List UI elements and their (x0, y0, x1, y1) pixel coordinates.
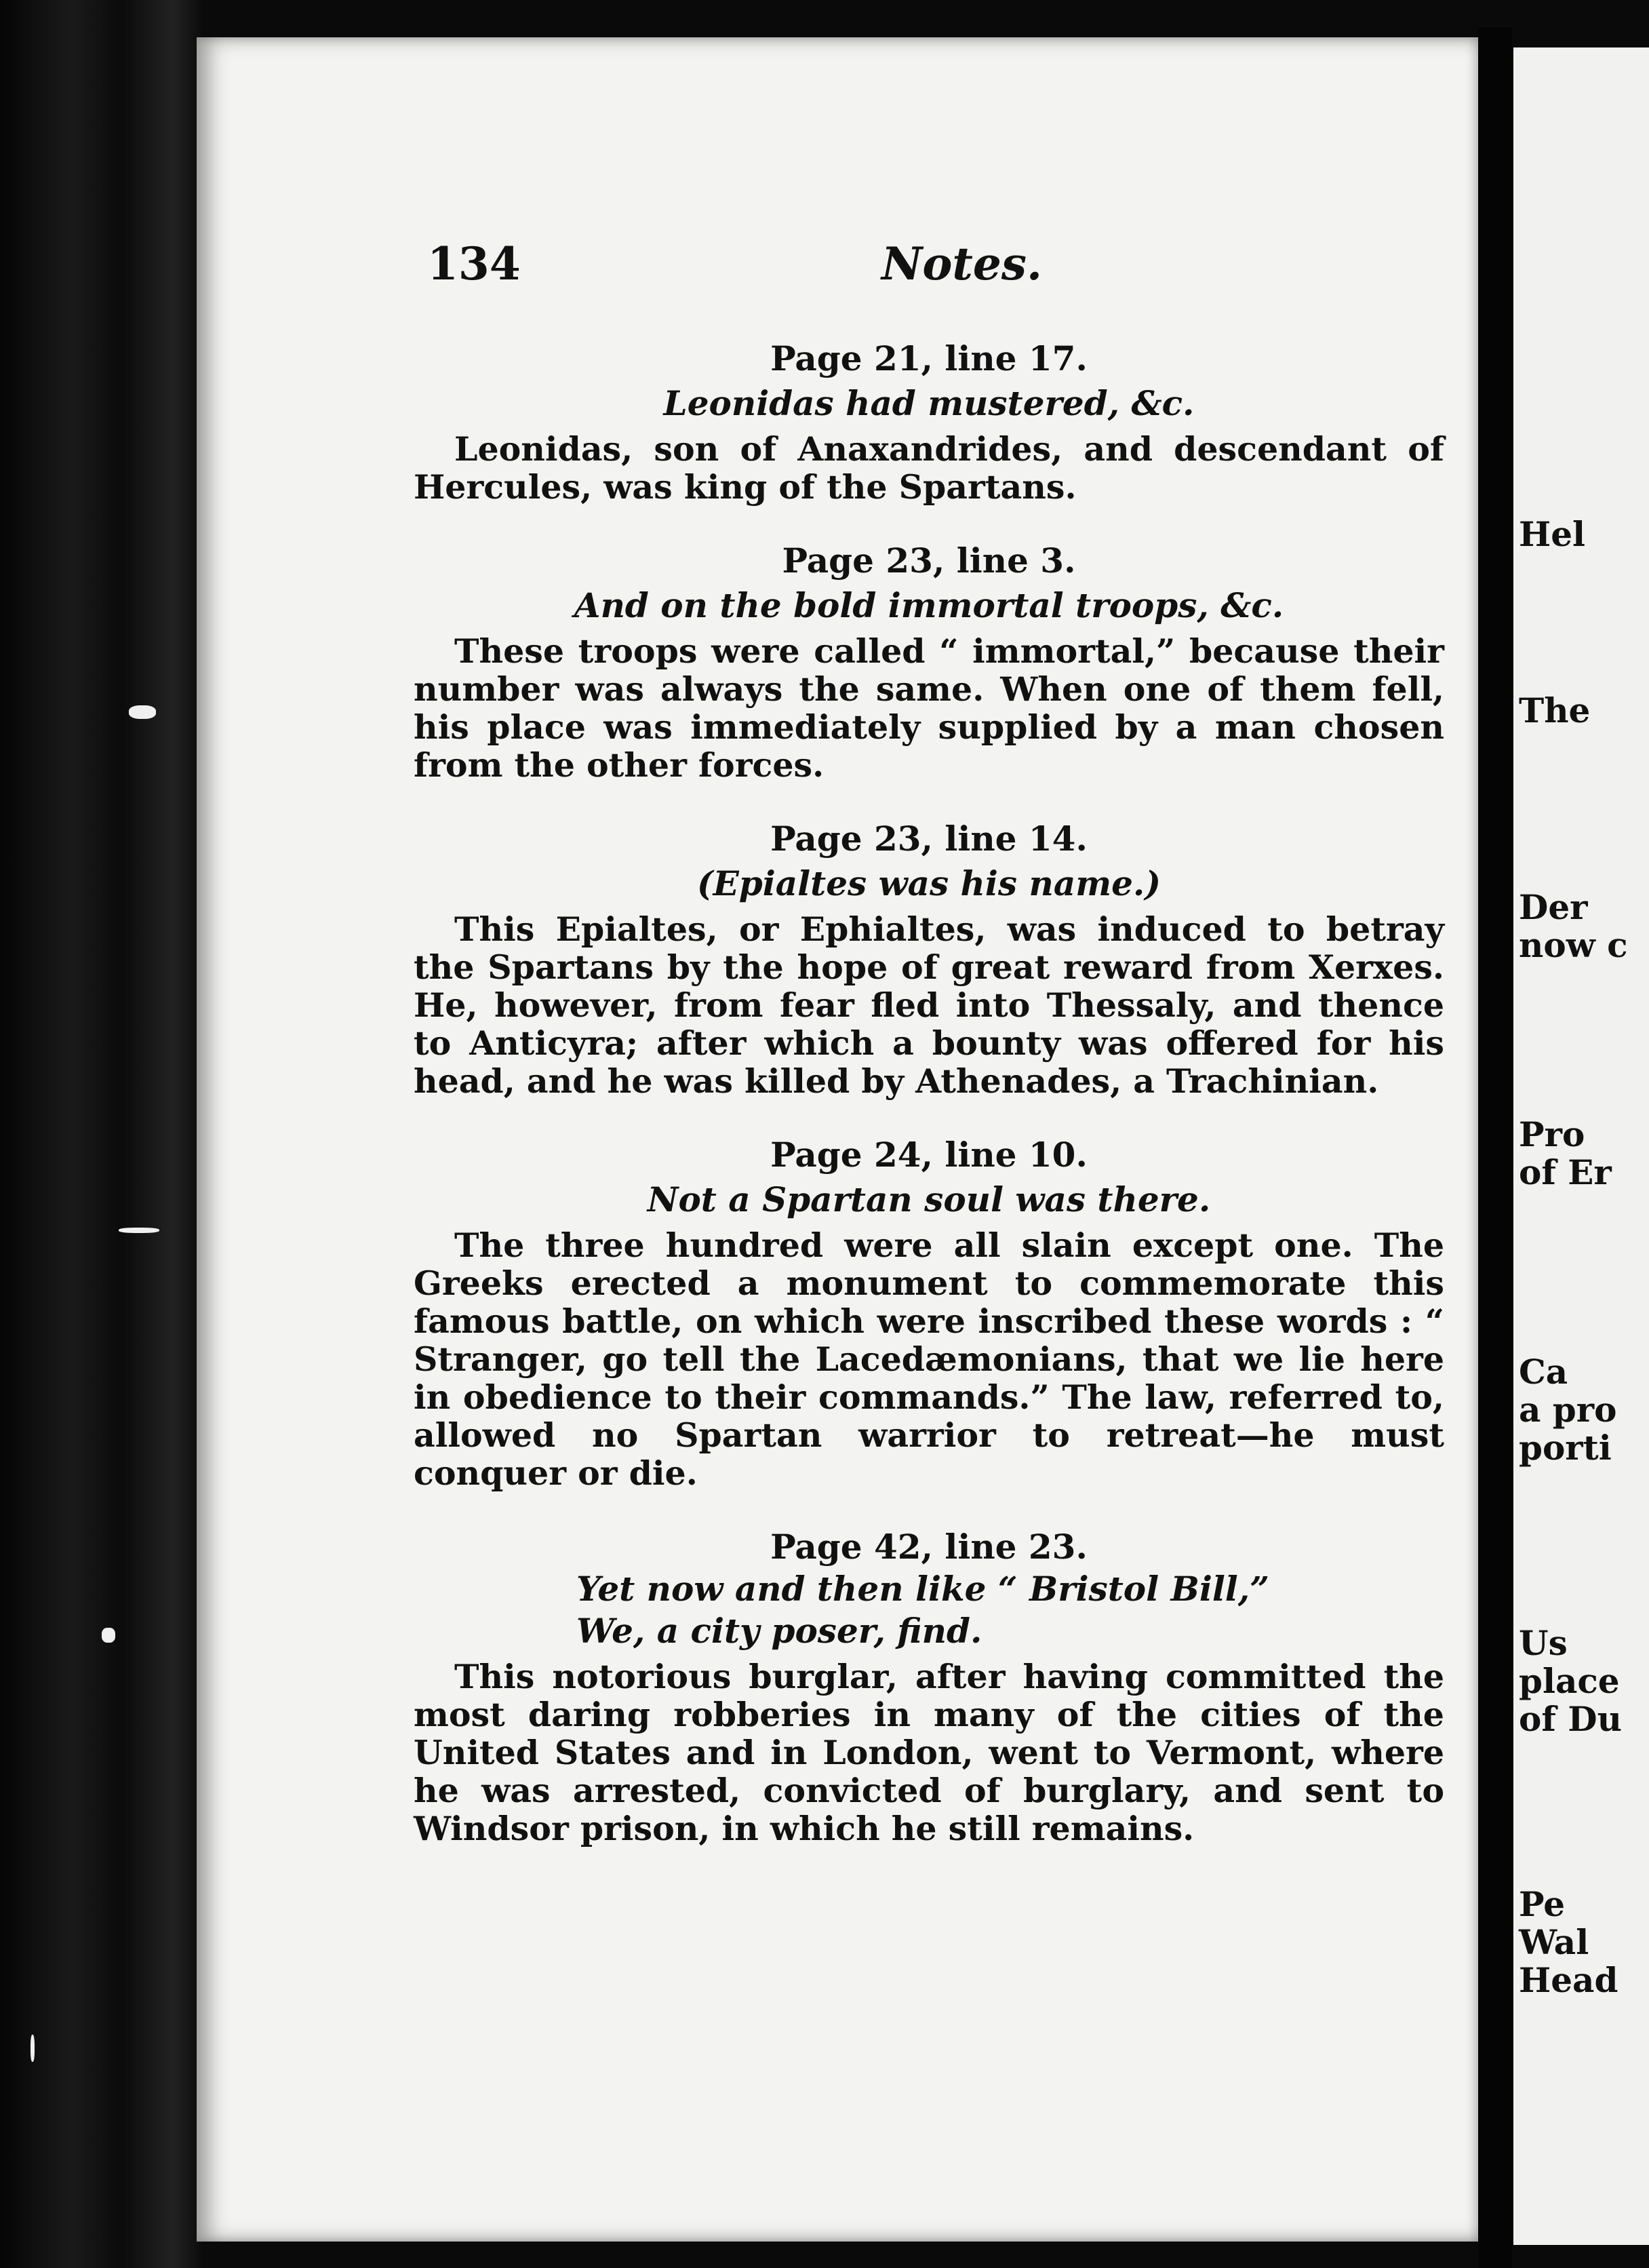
facing-line: Us (1519, 1623, 1568, 1663)
facing-line: Head (1519, 1960, 1618, 2000)
note-text: This notorious burglar, after having committed the most daring robberies in many of the cities of the United States and in London, went to Vermont, where he was arrested, convicted of burglary, and sent to Windsor prison, in which he still remains. (414, 1657, 1444, 1848)
notes-body (414, 339, 1444, 1847)
note-lemma: And on the bold immortal troops, &c. (574, 585, 1284, 625)
note-reference: Page 21, line 17. (770, 338, 1088, 378)
note-reference: Page 24, line 10. (770, 1135, 1088, 1175)
scan-speck (129, 705, 156, 719)
facing-page-fragment (1513, 47, 1649, 2245)
note-lemma: Leonidas had mustered, &c. (663, 383, 1195, 423)
scan-speck (119, 1228, 159, 1233)
note-text: The three hundred were all slain except one. The Greeks erected a monument to commemorate this famous battle, on which were inscribed these words : “ Stranger, go tell the Lacedæmonians, that we lie here in obedience to their commands.” The law, referred to, allowed no Spartan warrior to retreat—he must conquer or die. (414, 1226, 1444, 1493)
page-header (427, 237, 1437, 292)
facing-line: place (1519, 1661, 1620, 1701)
note-text: These troops were called “ immortal,” because their number was always the same. When one of them fell, his place was immediately supplied by a man chosen from the other forces. (414, 631, 1444, 785)
note-reference: Page 23, line 3. (782, 541, 1076, 581)
facing-line: of Er (1519, 1152, 1612, 1192)
facing-line: Pe (1519, 1884, 1566, 1924)
scan-speck (31, 2035, 35, 2062)
note-text: This Epialtes, or Ephialtes, was induced to betray the Spartans by the hope of great reward from Xerxes. He, however, from fear fled into Thessaly, and thence to Anticyra; after which a bounty was offered for his head, and he was killed by Athenades, a Trachinian. (414, 910, 1444, 1101)
running-title: Notes. (881, 237, 1042, 290)
facing-line: Wal (1519, 1922, 1589, 1962)
facing-line: Der (1519, 887, 1588, 927)
facing-line: now c (1519, 925, 1628, 965)
facing-line: of Du (1519, 1699, 1622, 1739)
note-reference: Page 42, line 23. (770, 1527, 1088, 1567)
note-lemma: (Epialtes was his name.) (696, 863, 1161, 903)
note-reference: Page 23, line 14. (770, 819, 1088, 859)
book-spine-shadow (0, 0, 203, 2268)
facing-line: a pro (1519, 1390, 1617, 1430)
facing-line: Pro (1519, 1114, 1585, 1154)
note-lemma: Not a Spartan soul was there. (647, 1179, 1211, 1219)
facing-line: Hel (1519, 514, 1586, 554)
scan-speck (102, 1628, 115, 1643)
note-text: Leonidas, son of Anaxandrides, and descendant of Hercules, was king of the Spartans. (414, 429, 1444, 507)
facing-line: porti (1519, 1428, 1612, 1468)
page-gutter (1478, 27, 1512, 2268)
facing-line: Ca (1519, 1352, 1568, 1392)
note-lemma: We, a city poser, find. (576, 1611, 982, 1651)
page-number: 134 (427, 237, 521, 290)
facing-line: The (1519, 690, 1591, 730)
note-lemma: Yet now and then like “ Bristol Bill,” (576, 1569, 1269, 1609)
